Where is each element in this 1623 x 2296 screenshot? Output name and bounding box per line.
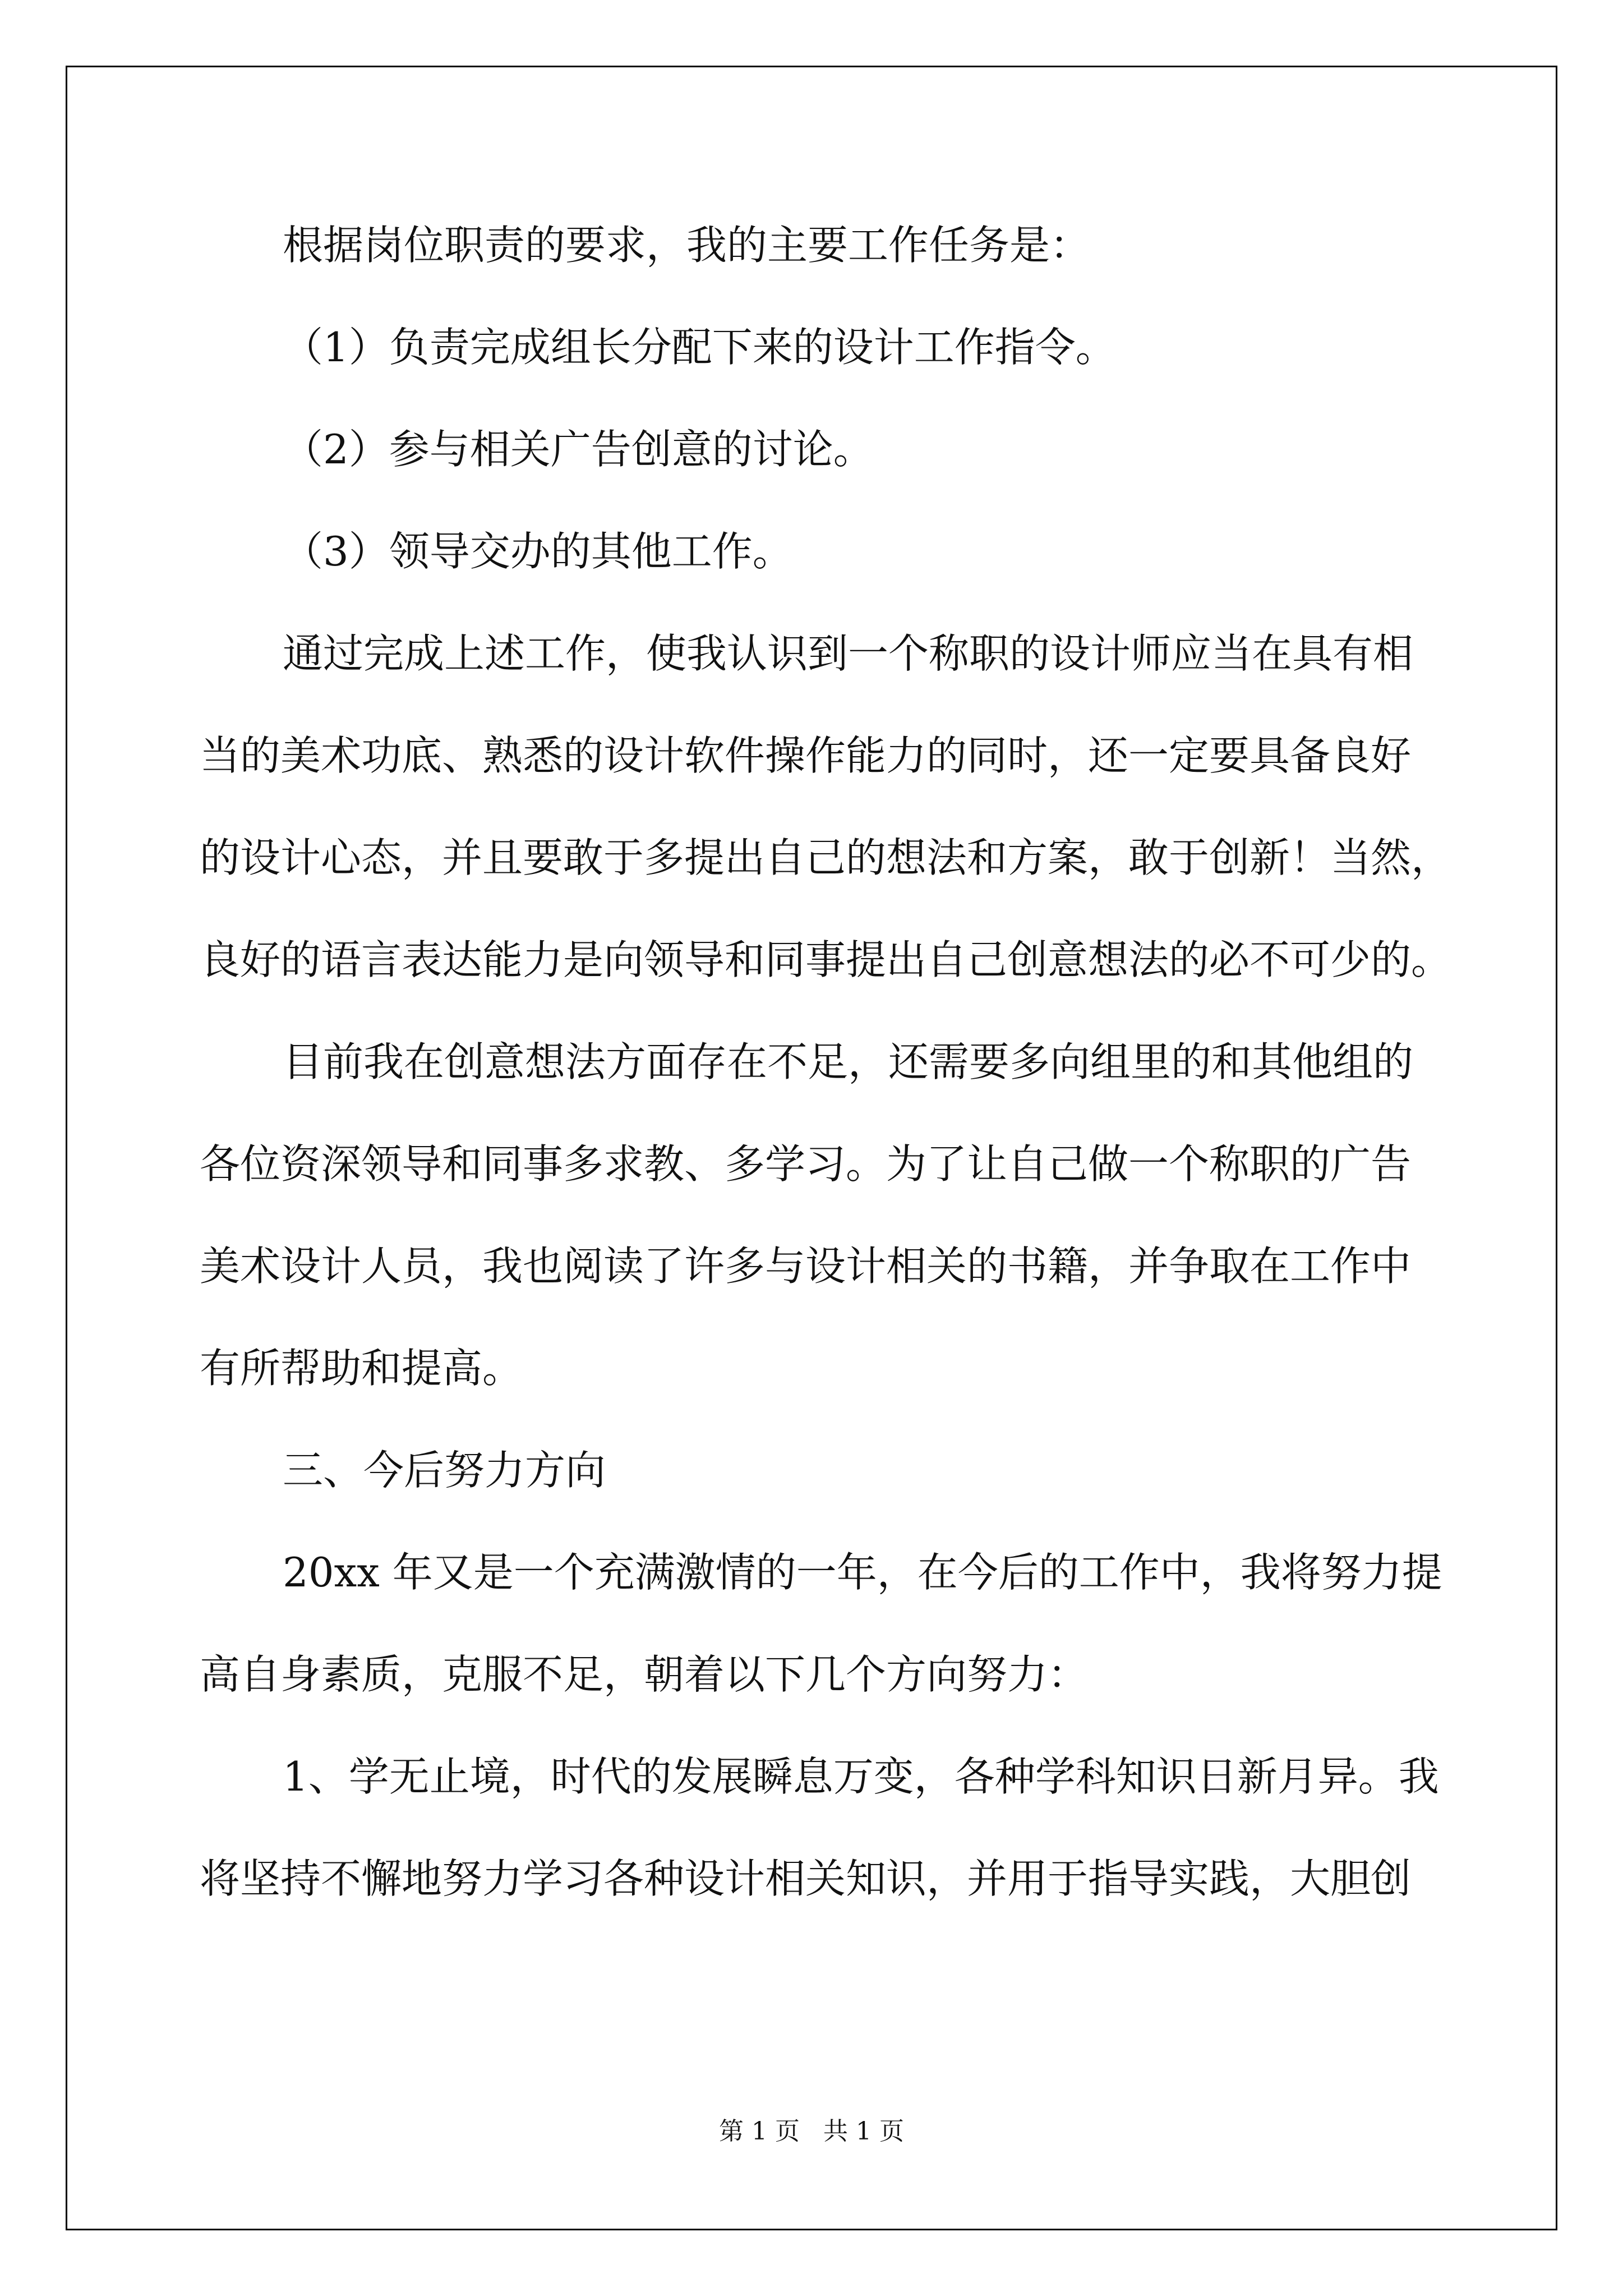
paragraph-first-line: 1、学无止境，时代的发展瞬息万变，各种学科知识日新月异。我 <box>283 1753 1439 1800</box>
paragraph-first-line: 根据岗位职责的要求，我的主要工作任务是： <box>283 222 1091 269</box>
paragraph-first-line: 目前我在创意想法方面存在不足，还需要多向组里的和其他组的 <box>283 1038 1414 1085</box>
paragraph-first-line: 三、今后努力方向 <box>283 1447 606 1494</box>
paragraph-first-line: 通过完成上述工作，使我认识到一个称职的设计师应当在具有相 <box>283 630 1414 677</box>
paragraph-line: 良好的语言表达能力是向领导和同事提出自己创意想法的必不可少的。 <box>200 936 1452 983</box>
paragraph-first-line: （3）领导交办的其他工作。 <box>283 528 793 575</box>
paragraph-first-line: （2）参与相关广告创意的讨论。 <box>283 426 874 473</box>
paragraph-line: 各位资深领导和同事多求教、多学习。为了让自己做一个称职的广告 <box>200 1140 1412 1188</box>
paragraph-line: 当的美术功底、熟悉的设计软件操作能力的同时，还一定要具备良好 <box>200 732 1412 779</box>
paragraph-line: 的设计心态，并且要敢于多提出自己的想法和方案，敢于创新！当然， <box>200 834 1452 881</box>
paragraph-line: 美术设计人员，我也阅读了许多与设计相关的书籍，并争取在工作中 <box>200 1243 1412 1290</box>
paragraph-first-line: （1）负责完成组长分配下来的设计工作指令。 <box>283 324 1116 371</box>
paragraph-first-line: 20xx 年又是一个充满激情的一年，在今后的工作中，我将努力提 <box>283 1549 1442 1596</box>
page-footer: 第 1 页 共 1 页 <box>719 2117 904 2146</box>
paragraph-line: 有所帮助和提高。 <box>200 1345 523 1392</box>
paragraph-line: 高自身素质，克服不足，朝着以下几个方向努力： <box>200 1651 1089 1698</box>
paragraph-line: 将坚持不懈地努力学习各种设计相关知识，并用于指导实践，大胆创 <box>200 1855 1412 1902</box>
